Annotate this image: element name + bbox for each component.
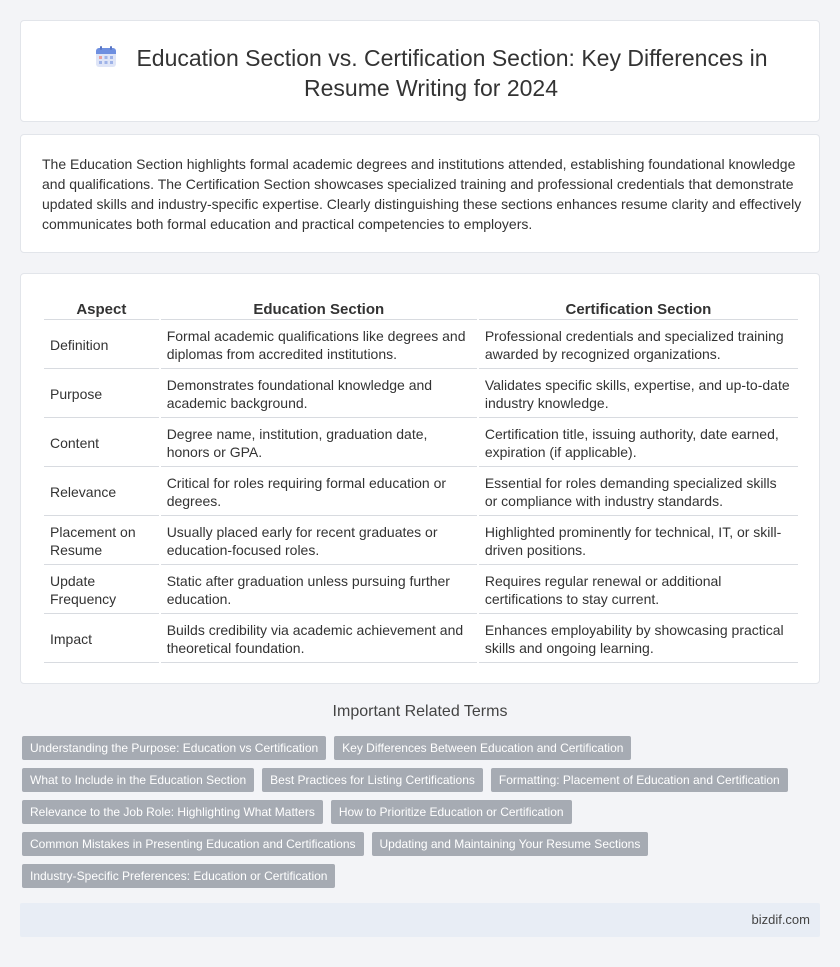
aspect-cell: Content [44, 420, 159, 467]
related-terms-title: Important Related Terms [332, 703, 508, 720]
certification-cell: Professional credentials and specialized training awarded by recognized organizations. [479, 322, 798, 369]
related-term-link[interactable]: Relevance to the Job Role: Highlighting What Matters [22, 800, 323, 824]
table-row [44, 616, 798, 663]
aspect-cell: Impact [44, 616, 159, 663]
aspect-cell: Purpose [44, 371, 159, 418]
aspect-cell: Relevance [44, 469, 159, 516]
certification-cell: Enhances employability by showcasing practical skills and ongoing learning. [479, 616, 798, 663]
table-row [44, 518, 798, 565]
header-card [20, 20, 820, 122]
calendar-icon [94, 45, 118, 69]
education-cell: Usually placed early for recent graduates or education-focused roles. [161, 518, 477, 565]
table-row [44, 469, 798, 516]
education-cell: Demonstrates foundational knowledge and academic background. [161, 371, 477, 418]
page-title: Education Section vs. Certification Section: Key Differences in Resume Writing for 2024 [136, 45, 768, 101]
page-title-wrap [61, 43, 801, 103]
comparison-table [42, 292, 800, 665]
related-term-link[interactable]: Common Mistakes in Presenting Education and Certifications [22, 832, 364, 856]
certification-cell: Certification title, issuing authority, date earned, expiration (if applicable). [479, 420, 798, 467]
comparison-table-card [20, 273, 820, 684]
certification-cell: Highlighted prominently for technical, IT, or skill-driven positions. [479, 518, 798, 565]
intro-paragraph: The Education Section highlights formal academic degrees and institutions attended, establishing foundational knowledge and qualifications. The Certification Section showcases specialized training and professional credentials that demonstrate updated skills and industry-specific expertise. Clearly distinguishing these sections enhances resume clarity and effectively communicates both formal education and practical competencies to employers. [42, 156, 802, 232]
education-cell: Degree name, institution, graduation date, honors or GPA. [161, 420, 477, 467]
related-term-link[interactable]: How to Prioritize Education or Certification [331, 800, 572, 824]
certification-cell: Validates specific skills, expertise, and up-to-date industry knowledge. [479, 371, 798, 418]
footer-brand-link[interactable]: bizdif.com [751, 912, 810, 927]
related-term-link[interactable]: Key Differences Between Education and Certification [334, 736, 631, 760]
intro-card [20, 134, 820, 253]
education-cell: Static after graduation unless pursuing further education. [161, 567, 477, 614]
table-row [44, 567, 798, 614]
table-header-row [44, 294, 798, 320]
related-term-link[interactable]: Updating and Maintaining Your Resume Sections [372, 832, 649, 856]
certification-cell: Essential for roles demanding specialized skills or compliance with industry standards. [479, 469, 798, 516]
related-term-link[interactable]: Industry-Specific Preferences: Education or Certification [22, 864, 335, 888]
related-term-link[interactable]: Best Practices for Listing Certifications [262, 768, 483, 792]
related-term-link[interactable]: What to Include in the Education Section [22, 768, 254, 792]
header-certification: Certification Section [479, 294, 798, 320]
table-row [44, 371, 798, 418]
aspect-cell: Update Frequency [44, 567, 159, 614]
related-term-link[interactable]: Formatting: Placement of Education and Certification [491, 768, 788, 792]
education-cell: Formal academic qualifications like degrees and diplomas from accredited institutions. [161, 322, 477, 369]
table-row [44, 322, 798, 369]
aspect-cell: Definition [44, 322, 159, 369]
header-aspect: Aspect [44, 294, 159, 320]
header-education: Education Section [161, 294, 477, 320]
related-term-link[interactable]: Understanding the Purpose: Education vs Certification [22, 736, 326, 760]
aspect-cell: Placement on Resume [44, 518, 159, 565]
table-row [44, 420, 798, 467]
certification-cell: Requires regular renewal or additional certifications to stay current. [479, 567, 798, 614]
education-cell: Critical for roles requiring formal education or degrees. [161, 469, 477, 516]
education-cell: Builds credibility via academic achievement and theoretical foundation. [161, 616, 477, 663]
related-terms-tags [22, 736, 802, 888]
footer [20, 903, 820, 937]
